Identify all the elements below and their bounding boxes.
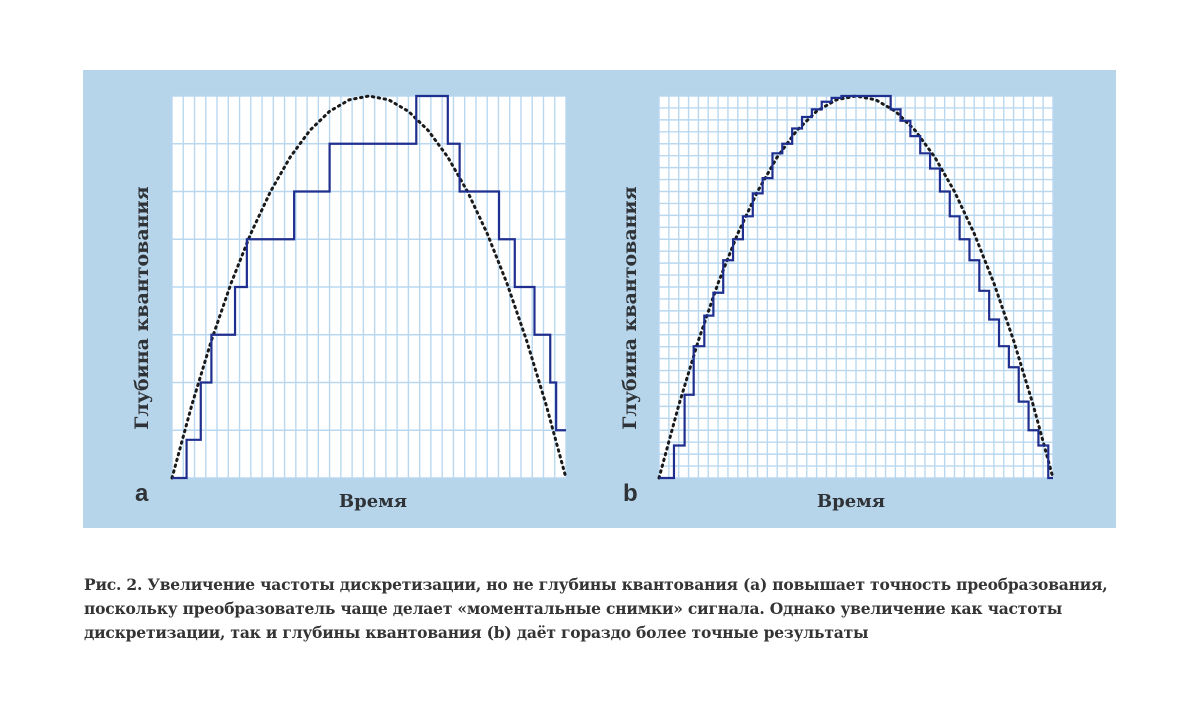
chart-b <box>659 96 1053 478</box>
chart-a-xlabel: Время <box>338 491 408 512</box>
chart-b-panel-label: b <box>623 480 638 507</box>
chart-b-ylabel: Глубина квантования <box>619 186 641 430</box>
chart-a-panel-label: a <box>135 480 149 507</box>
chart-a <box>172 96 566 478</box>
chart-b-xlabel: Время <box>816 491 886 512</box>
figure-caption: Рис. 2. Увеличение частоты дискретизации, но не глубины квантования (a) повышает точность преобразования, поскольку преобразователь чаще делает «моментальные снимки» сигнала. Однако увеличение как частоты дискретизации, так и глубины квантования (b) даёт гораздо более точные результаты <box>84 575 1108 642</box>
figure-panel <box>83 70 1116 528</box>
figure-svg <box>83 70 1116 528</box>
chart-a-ylabel: Глубина квантования <box>131 186 153 430</box>
